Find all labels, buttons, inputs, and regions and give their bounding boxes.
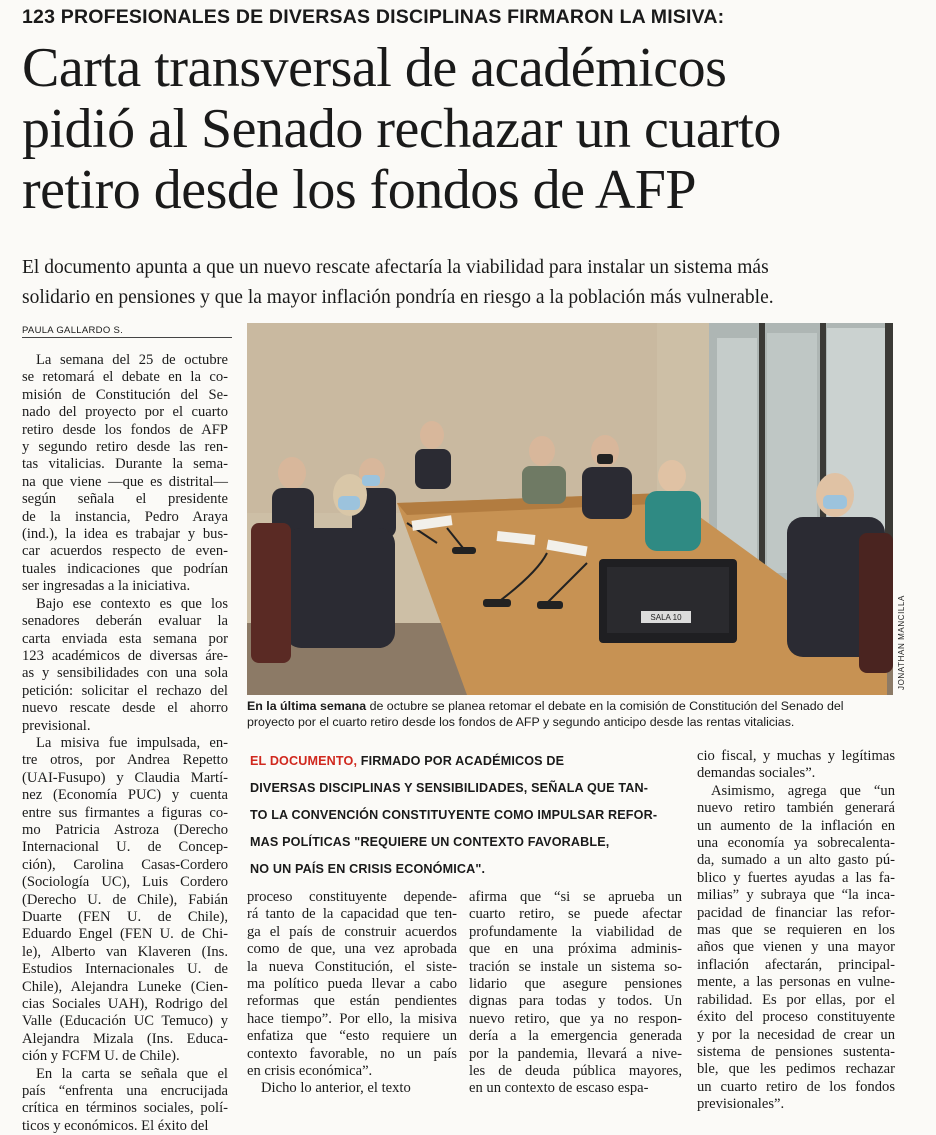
- body-text-line: mente, a las personas en vulne-: [697, 974, 895, 991]
- body-text-line: (ind.), la idea es trabajar y bus-: [22, 526, 228, 543]
- article-photo: [247, 323, 893, 695]
- body-text-line: Valle (Educación UC Temuco) y: [22, 1013, 228, 1030]
- body-text-line: hace tiempo”. Por ello, la misiva: [247, 1010, 457, 1027]
- body-text-line: por la pandemia, llevará a nive-: [469, 1045, 682, 1062]
- body-text-line: inflación afectarán, principal-: [697, 956, 895, 973]
- body-text-line: la nueva Constitución, el siste-: [247, 958, 457, 975]
- body-text-line: tas vitalicias. Durante la sema-: [22, 456, 228, 473]
- body-text-line: se retomará el debate en la co-: [22, 369, 228, 386]
- body-text-line: ga el país de construir acuerdos: [247, 923, 457, 940]
- body-text-line: ción y FCFM U. de Chile).: [22, 1048, 180, 1065]
- photo-caption: [247, 698, 897, 730]
- body-text-line: contexto favorable, no un país: [247, 1045, 457, 1062]
- body-text-line: años que vienen y una mayor: [697, 939, 895, 956]
- body-text-line: tuales indicaciones que podrían: [22, 560, 228, 577]
- caption-lead-in: En la última semana: [247, 699, 367, 713]
- body-text-line: dignas para todas y todos. Un: [469, 993, 682, 1010]
- body-text-line: Asimismo, agrega que “un: [711, 782, 895, 799]
- pull-quote: [250, 748, 682, 883]
- caption-text: proyecto por el cuarto retiro desde los fondos de AFP y segundo anticipo desde las rentas vitalicias.: [247, 715, 795, 729]
- body-text-line: un aumento de la inflación en: [697, 817, 895, 834]
- caption-text: de octubre se planea retomar el debate en la comisión de Constitución del Senado del: [366, 699, 844, 713]
- body-text-line: país “enfrenta una encrucijada: [22, 1083, 228, 1100]
- body-text-line: éxito del proceso constituyente: [697, 1009, 895, 1026]
- headline-line: pidió al Senado rechazar un cuarto: [22, 98, 781, 160]
- body-text-line: sistema de pensiones sustenta-: [697, 1043, 895, 1060]
- body-text-line: lidario que asegure pensiones: [469, 976, 682, 993]
- body-text-line: afirma que “si se aprueba un: [469, 889, 682, 905]
- body-text-line: Duarte (FEN U. de Chile),: [22, 909, 228, 925]
- body-text-line: Bajo ese contexto es que los: [36, 595, 228, 612]
- body-text-line: les de deuda pública mayores,: [469, 1063, 682, 1080]
- kicker: 123 PROFESIONALES DE DIVERSAS DISCIPLINAS FIRMARON LA MISIVA:: [22, 6, 725, 28]
- body-text-line: petición: solicitar el rechazo del: [22, 682, 228, 699]
- headline-line: retiro desde los fondos de AFP: [22, 159, 697, 221]
- pull-quote-line: TO LA CONVENCIÓN CONSTITUYENTE COMO IMPULSAR REFOR-: [250, 808, 658, 822]
- body-text-line: Alejandra Mizala (Ins. Educa-: [22, 1030, 228, 1047]
- body-text-line: proceso constituyente depende-: [247, 889, 457, 905]
- body-text-line: rá tanto de la capacidad que ten-: [247, 906, 457, 923]
- body-text-line: previsional.: [22, 717, 91, 734]
- body-text-line: da, sumado a un alto gasto pú-: [697, 852, 895, 869]
- body-text-line: nez (Economía PUC) y cuenta: [22, 787, 228, 804]
- headline-line: Carta transversal de académicos: [22, 37, 727, 99]
- body-text-line: retiro desde los fondos de AFP: [22, 421, 228, 438]
- body-text-line: en un contexto de escaso espa-: [469, 1080, 649, 1097]
- lead-line: El documento apunta a que un nuevo rescate afectaría la viabilidad para instalar un sistema más: [22, 257, 769, 278]
- lead-line: solidario en pensiones y que la mayor inflación pondría en riesgo a la población más vulnerable.: [22, 287, 774, 308]
- byline: PAULA GALLARDO S.: [22, 325, 124, 336]
- body-text-line: entre sus firmantes a figuras co-: [22, 804, 228, 821]
- pull-quote-line: MAS POLÍTICAS "REQUIERE UN CONTEXTO FAVORABLE,: [250, 835, 610, 849]
- byline-divider: [22, 337, 232, 338]
- body-text-line: carta enviada esta semana por: [22, 630, 228, 647]
- body-text-line: car acuerdos respecto de even-: [22, 543, 228, 560]
- pull-quote-lead-in: EL DOCUMENTO,: [250, 754, 358, 768]
- body-text-line: mo Patricia Astroza (Derecho: [22, 821, 228, 838]
- body-text-line: La semana del 25 de octubre: [36, 352, 228, 368]
- body-text-line: tración se instale un sistema so-: [469, 958, 682, 975]
- body-text-line: ticos y económicos. El éxito del: [22, 1117, 209, 1134]
- body-text-line: Internacional U. de Concep-: [22, 839, 228, 856]
- body-text-line: misión de Constitución del Se-: [22, 386, 228, 403]
- body-column-3: [469, 889, 682, 1098]
- body-text-line: as y sensibilidades con una sola: [22, 665, 228, 682]
- body-text-line: En la carta se señala que el: [36, 1065, 228, 1082]
- pull-quote-line: FIRMADO POR ACADÉMICOS DE: [357, 754, 565, 768]
- body-column-1: [22, 352, 228, 1135]
- body-text-line: tre otros, por Andrea Repetto: [22, 752, 228, 769]
- body-text-line: y por la necesidad de crear un: [697, 1026, 895, 1043]
- body-text-line: blico y fuertes ayudas a las fa-: [697, 869, 895, 886]
- laptop-sticker: SALA 10: [650, 613, 682, 622]
- body-text-line: (UAI-Fusupo) y Claudia Martí-: [22, 769, 228, 786]
- body-text-line: y segundo retiro desde las ren-: [22, 439, 228, 456]
- headline: [22, 38, 922, 221]
- body-text-line: crítica en términos sociales, polí-: [22, 1100, 228, 1117]
- pull-quote-line: NO UN PAÍS EN CRISIS ECONÓMICA".: [250, 862, 486, 876]
- body-text-line: ma político pueda llevar a cabo: [247, 976, 457, 993]
- body-text-line: na que viene —que es distrital—: [22, 473, 228, 490]
- body-text-line: según señala el presidente: [22, 491, 228, 508]
- body-text-line: cias Sociales UAH), Rodrigo del: [22, 996, 228, 1013]
- body-text-line: reformas que están pendientes: [247, 993, 457, 1010]
- body-text-line: rabilidad. Es por ellas, por el: [697, 991, 895, 1008]
- photo-credit: JONATHAN MANCILLA: [897, 595, 906, 690]
- body-text-line: de la instancia, Pedro Araya: [22, 508, 228, 525]
- body-text-line: nado del proyecto por el cuarto: [22, 404, 228, 421]
- body-text-line: enfatiza que “esto requiere un: [247, 1028, 457, 1045]
- body-text-line: cio fiscal, y muchas y legítimas: [697, 748, 895, 764]
- body-text-line: 123 académicos de diversas áre-: [22, 647, 228, 664]
- body-text-line: Chile), Alejandra Luneke (Cien-: [22, 978, 228, 995]
- body-text-line: (Sociología UC), Luis Cordero: [22, 874, 228, 891]
- body-text-line: como de que, una vez aprobada: [247, 941, 457, 958]
- lead-paragraph: [22, 253, 922, 313]
- body-text-line: previsionales”.: [697, 1096, 785, 1113]
- body-text-line: que en una próxima adminis-: [469, 941, 682, 958]
- body-text-line: demandas sociales”.: [697, 765, 816, 782]
- body-text-line: La misiva fue impulsada, en-: [36, 734, 228, 751]
- body-column-2: [247, 889, 457, 1098]
- pull-quote-line: DIVERSAS DISCIPLINAS Y SENSIBILIDADES, SEÑALA QUE TAN-: [250, 781, 649, 795]
- body-text-line: le), Alberto van Klaveren (Ins.: [22, 943, 228, 960]
- body-text-line: Estudios Internacionales U. de: [22, 961, 228, 978]
- body-text-line: dería a la emergencia generada: [469, 1028, 682, 1045]
- body-text-line: ción), Carolina Casas-Cordero: [22, 856, 228, 873]
- body-text-line: nuevo retiro también generará: [697, 800, 895, 817]
- body-text-line: ser ingresadas a la iniciativa.: [22, 578, 191, 595]
- body-text-line: en crisis económica”.: [247, 1063, 373, 1080]
- meeting-room-illustration: [247, 323, 893, 695]
- body-column-4: [697, 748, 895, 1114]
- body-text-line: una economía ya sobrecalenta-: [697, 835, 895, 852]
- body-text-line: mas que se requieren en los: [697, 922, 895, 939]
- body-text-line: profundamente la viabilidad de: [469, 923, 682, 940]
- body-text-line: (Derecho U. de Chile), Fabián: [22, 891, 228, 908]
- body-text-line: Dicho lo anterior, el texto: [261, 1080, 411, 1097]
- body-text-line: ble, que les pedimos rechazar: [697, 1061, 895, 1078]
- body-text-line: cuarto retiro, se puede afectar: [469, 906, 682, 923]
- body-text-line: Eduardo Engel (FEN U. de Chi-: [22, 926, 228, 943]
- body-text-line: pacidad de financiar las refor-: [697, 904, 895, 921]
- body-text-line: senadores deberán evaluar la: [22, 613, 228, 630]
- body-text-line: un cuarto retiro de los fondos: [697, 1078, 895, 1095]
- body-text-line: nuevo rescate desde el ahorro: [22, 700, 228, 717]
- body-text-line: milias” y subraya que “la inca-: [697, 887, 895, 904]
- body-text-line: nuevo retiro, que ya no respon-: [469, 1010, 682, 1027]
